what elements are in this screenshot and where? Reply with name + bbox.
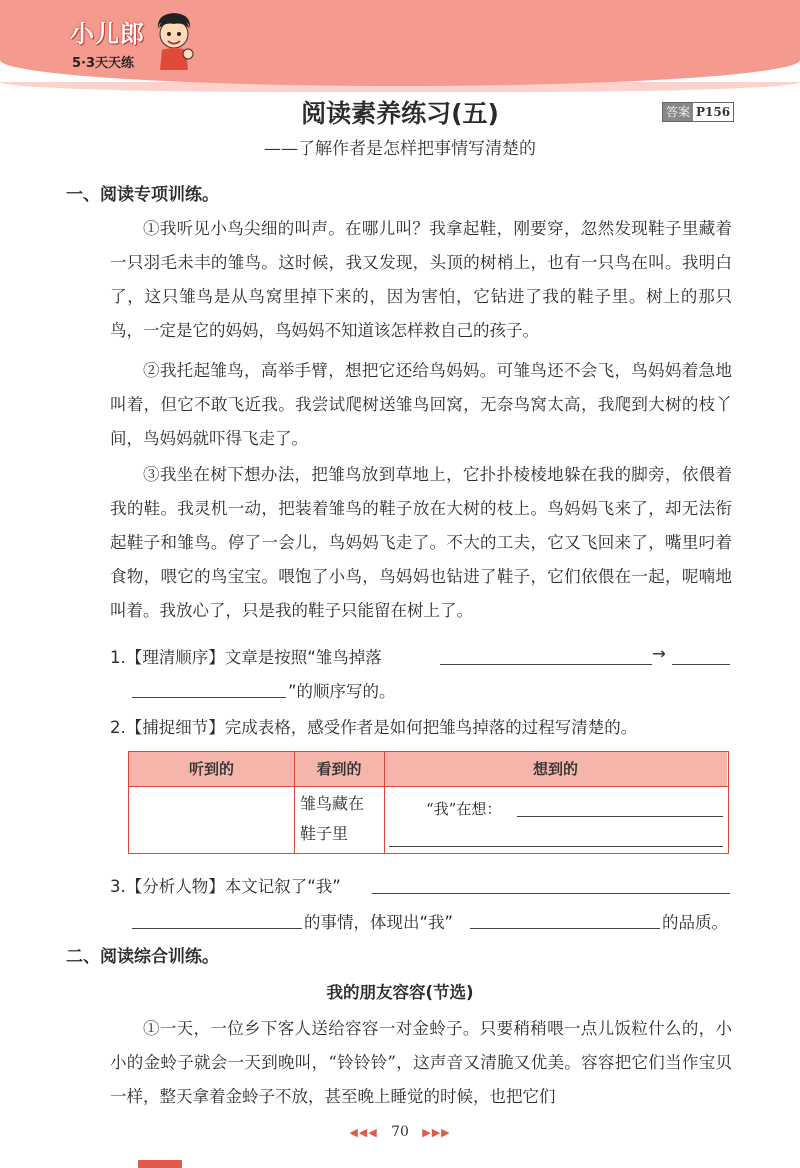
question-3-line-1: 3.【分析人物】本文记叙了“我” [110, 877, 341, 896]
answer-label: 答案 [663, 103, 693, 121]
mascot-icon [152, 10, 196, 70]
table-header-seen: 看到的 [294, 752, 384, 786]
question-1-arrow: → [652, 644, 666, 663]
question-1-suffix: ”的顺序写的。 [288, 682, 396, 701]
reading-title: 我的朋友容容(节选) [326, 983, 474, 1002]
answer-reference-badge [662, 102, 734, 122]
passage-2-paragraph-1: ①一天，一位乡下客人送给容容一对金蛉子。只要稍稍喂一点儿饭粒什么的，小小的金蛉子就会一天到晚叫，“铃铃铃”，这声音又清脆又优美。容容把它们当作宝贝一样，整天拿着金蛉子不放，甚至晚上睡觉的时候，也把它们 [110, 1019, 732, 1106]
table-header-thought: 想到的 [384, 752, 727, 786]
question-2-text: 2.【捕捉细节】完成表格，感受作者是如何把雏鸟掉落的过程写清楚的。 [110, 718, 638, 737]
answer-blank-q1-a[interactable] [440, 664, 652, 665]
answer-blank-q3-c[interactable] [470, 928, 660, 929]
detail-table [128, 751, 729, 854]
answer-blank-q3-b[interactable] [132, 928, 302, 929]
page-footer [0, 1124, 800, 1140]
table-divider [294, 752, 295, 853]
passage-paragraph-3: ③我坐在树下想办法，把雏鸟放到草地上，它扑扑棱棱地躲在我的脚旁，依偎着我的鞋。我灵机一动，把装着雏鸟的鞋子放在大树的枝上。鸟妈妈飞来了，却无法衔起鞋子和雏鸟。停了一会儿，鸟妈妈飞走了。不大的工夫，它又飞回来了，嘴里叼着食物，喂它的鸟宝宝。喂饱了小鸟，鸟妈妈也钻进了鞋子，它们依偎在一起，呢喃地叫着。我放心了，只是我的鞋子只能留在树上了。 [110, 465, 732, 620]
table-divider [129, 786, 728, 787]
page-subtitle: ——了解作者是怎样把事情写清楚的 [264, 139, 536, 159]
answer-blank-q1-b[interactable] [672, 664, 730, 665]
question-1-prefix: 1.【理清顺序】文章是按照“雏鸟掉落 [110, 648, 382, 667]
answer-blank-q3-a[interactable] [372, 893, 730, 894]
table-cell-seen: 雏鸟藏在鞋子里 [300, 794, 365, 843]
answer-blank-thought-2[interactable] [389, 846, 723, 847]
logo-title: 小儿郎 [70, 20, 145, 48]
section-1-title: 一、阅读专项训练。 [66, 185, 219, 205]
table-divider [384, 752, 385, 853]
table-cell-thought-prefix: “我”在想： [426, 800, 502, 818]
bottom-mark [138, 1160, 182, 1168]
logo-subtitle: 5·3天天练 [72, 56, 135, 71]
passage-paragraph-2: ②我托起雏鸟，高举手臂，想把它还给鸟妈妈。可雏鸟还不会飞，鸟妈妈着急地叫着，但它不敢飞近我。我尝试爬树送雏鸟回窝，无奈鸟窝太高，我爬到大树的枝丫间，鸟妈妈就吓得飞走了。 [110, 361, 732, 448]
page-title: 阅读素养练习(五) [301, 99, 499, 128]
passage-paragraph-1: ①我听见小鸟尖细的叫声。在哪儿叫？我拿起鞋，刚要穿，忽然发现鞋子里藏着一只羽毛未丰的雏鸟。这时候，我又发现，头顶的树梢上，也有一只鸟在叫。我明白了，这只雏鸟是从鸟窝里掉下来的，因为害怕，它钻进了我的鞋子里。树上的那只鸟，一定是它的妈妈，鸟妈妈不知道该怎样救自己的孩子。 [110, 219, 732, 340]
left-arrows-icon: ◀◀◀ [349, 1126, 378, 1139]
answer-blank-thought-1[interactable] [517, 816, 723, 817]
right-arrows-icon: ▶▶▶ [422, 1126, 451, 1139]
question-3-end: 的品质。 [662, 913, 728, 932]
section-2-title: 二、阅读综合训练。 [66, 947, 219, 967]
table-cell-heard-answer[interactable] [129, 788, 294, 852]
table-header-heard: 听到的 [129, 752, 294, 786]
answer-page: P156 [696, 105, 731, 119]
question-3-mid: 的事情，体现出“我” [304, 913, 454, 932]
page-number: 70 [391, 1124, 409, 1140]
answer-blank-q1-c[interactable] [132, 697, 286, 698]
